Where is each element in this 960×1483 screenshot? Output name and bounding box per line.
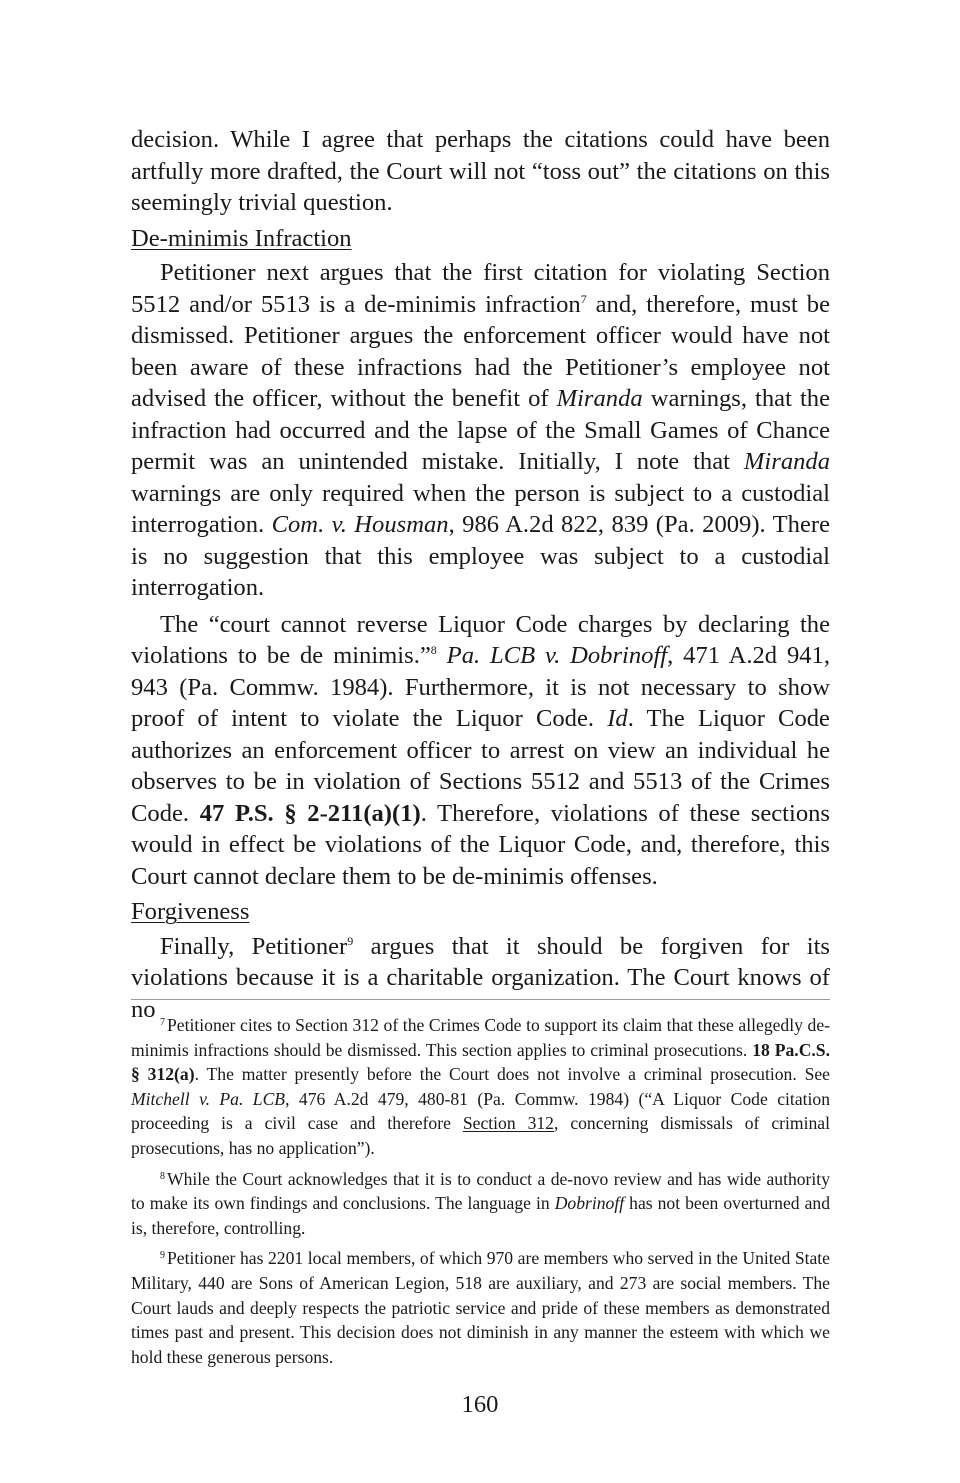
footnote-9: [131, 1246, 830, 1369]
heading-de-minimis-infraction: De-minimis Infraction: [131, 224, 352, 252]
case-name-dobrinoff: Dobrinoff: [554, 1193, 625, 1214]
text-segment: warnings, that the infraction had occurred and the lapse of the Small Games of Chance permit was an unintended mistake. Initially, I note that: [131, 385, 830, 475]
paragraph-decision: decision. While I agree that perhaps the citations could have been artfully more drafted, the Court will not “toss out” the citations on this seemingly trivial question.: [131, 126, 830, 216]
opinion-body: [131, 124, 830, 1025]
text-segment: argues that it should be forgiven for its violations because it is a charitable organization. The Court knows of no: [131, 932, 830, 1023]
footnote-ref-7: 7: [580, 291, 587, 306]
paragraph-de-minimis-argument: [131, 257, 830, 604]
footnote-mark: 8: [160, 1170, 165, 1182]
footnotes: [131, 1013, 830, 1375]
text-segment: , 471 A.2d 941, 943 (Pa. Commw. 1984). Furthermore, it is not necessary to show proof of intent to violate the Liquor Code.: [131, 642, 831, 732]
footnote-8: [131, 1167, 830, 1241]
footnote-divider: [131, 999, 830, 1000]
text-segment: Finally, Petitioner: [160, 932, 348, 960]
statute-citation: 47 P.S. § 2-211(a)(1): [199, 799, 421, 827]
text-segment: . The matter presently before the Court does not involve a criminal prosecution. See: [194, 1064, 830, 1085]
paragraph-forgiveness: [131, 931, 830, 1026]
text-segment: warnings are only required when the person is subject to a custodial interrogation.: [131, 479, 830, 538]
heading-forgiveness: Forgiveness: [131, 898, 250, 925]
citation-id: Id: [607, 705, 628, 732]
text-segment: Petitioner next argues that the first citation for violating Section 5512 and/or 5513 is a de-minimis infraction: [131, 259, 830, 318]
text-segment: . Therefore, violations of these sections would in effect be violations of the Liquor Code, and, therefore, this Court cannot declare them to be de-minimis offenses.: [131, 799, 830, 890]
footnote-ref-8: 8: [430, 643, 437, 657]
case-name-miranda: Miranda: [556, 385, 643, 412]
text-segment: , 986 A.2d 822, 839 (Pa. 2009). There is no suggestion that this employee was subject to a custodial interrogation.: [131, 511, 831, 601]
page-number: 160: [461, 1391, 499, 1418]
text-segment: Petitioner cites to Section 312 of the Crimes Code to support its claim that these allegedly de-minimis infractions should be dismissed. This section applies to criminal prosecutions.: [131, 1015, 830, 1060]
text-segment: The “court cannot reverse Liquor Code charges by declaring the violations to be de minimis.”: [131, 610, 830, 669]
text-segment: , 476 A.2d 479, 480-81 (Pa. Commw. 1984) (“A Liquor Code citation proceeding is a civil case and therefore: [131, 1088, 830, 1134]
statute-citation: 18 Pa.C.S. § 312(a): [131, 1039, 830, 1085]
case-name-dobrinoff: Pa. LCB v. Dobrinoff: [446, 642, 668, 669]
footnote-mark: 9: [160, 1250, 165, 1262]
section-reference: Section 312: [462, 1113, 554, 1134]
case-name-housman: Com. v. Housman: [271, 511, 449, 538]
footnote-7: [131, 1013, 830, 1161]
text-segment: [437, 642, 447, 669]
text-segment: and, therefore, must be dismissed. Petitioner argues the enforcement officer would have not been aware of these infractions had the Petitioner’s employee not advised the officer, without the benefit of: [131, 290, 830, 412]
text-segment: has not been overturned and is, therefore, controlling.: [131, 1193, 830, 1238]
footnote-mark: 7: [160, 1017, 165, 1028]
text-segment: , concerning dismissals of criminal prosecutions, has no application”).: [131, 1113, 830, 1158]
text-segment: Petitioner has 2201 local members, of which 970 are members who served in the United State Military, 440 are Sons of American Legion, 518 are auxiliary, and 273 are social members. The Court lauds and deeply respects the patriotic service and pride of these members as demonstrated times past and present. This decision does not diminish in any manner the esteem with which we hold these generous persons.: [131, 1248, 830, 1367]
footnote-ref-9: 9: [347, 933, 354, 948]
text-segment: . The Liquor Code authorizes an enforcement officer to arrest on view an individual he observes to be in violation of Sections 5512 and 5513 of the Crimes Code.: [131, 705, 830, 827]
text-segment: While the Court acknowledges that it is to conduct a de-novo review and has wide authority to make its own findings and conclusions. The language in: [131, 1168, 830, 1214]
paragraph-liquor-code: [131, 609, 830, 893]
case-name-mitchell: Mitchell v. Pa. LCB: [131, 1088, 286, 1109]
case-name-miranda: Miranda: [743, 448, 830, 475]
